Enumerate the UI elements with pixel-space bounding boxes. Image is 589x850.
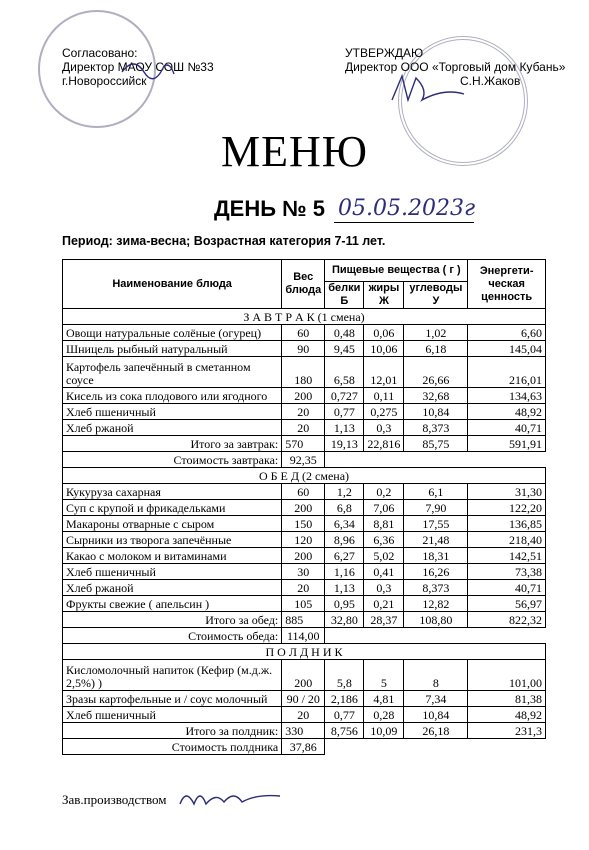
total-protein: 8,756 xyxy=(325,723,364,739)
dish-fat: 8,81 xyxy=(364,516,404,532)
dish-fat: 12,01 xyxy=(364,357,404,388)
dish-weight: 105 xyxy=(282,596,325,612)
dish-row xyxy=(63,420,546,436)
cost-row xyxy=(63,739,546,755)
dish-energy: 122,20 xyxy=(468,500,546,516)
footer-production-chief: Зав.производством xyxy=(62,792,167,807)
menu-body xyxy=(63,309,546,755)
dish-weight: 200 xyxy=(282,388,325,404)
dish-energy: 56,97 xyxy=(468,596,546,612)
dish-weight: 90 xyxy=(282,341,325,357)
page-title: МЕНЮ xyxy=(221,127,368,176)
dish-protein: 1,13 xyxy=(325,580,364,596)
header-energy: Энергети- ческая ценность xyxy=(468,260,546,309)
dish-carbs: 16,26 xyxy=(404,564,468,580)
header-protein: белки Б xyxy=(325,282,364,309)
dish-fat: 6,36 xyxy=(364,532,404,548)
section-title: П О Л Д Н И К xyxy=(63,644,546,660)
total-weight: 330 xyxy=(282,723,325,739)
menu-table xyxy=(62,259,546,755)
dish-name: Хлеб пшеничный xyxy=(63,564,282,580)
dish-energy: 134,63 xyxy=(468,388,546,404)
dish-fat: 0,3 xyxy=(364,420,404,436)
header-dish-name: Наименование блюда xyxy=(63,260,282,309)
dish-energy: 48,92 xyxy=(468,404,546,420)
agreed-city: г.Новороссийск xyxy=(62,74,147,88)
dish-name: Суп с крупой и фрикадельками xyxy=(63,500,282,516)
cost-value: 37,86 xyxy=(282,739,325,755)
dish-carbs: 6,1 xyxy=(404,484,468,500)
dish-protein: 0,48 xyxy=(325,325,364,341)
agreed-line: Согласовано: xyxy=(62,46,138,60)
total-weight: 570 xyxy=(282,436,325,452)
total-fat: 10,09 xyxy=(364,723,404,739)
dish-protein: 0,77 xyxy=(325,707,364,723)
cost-row xyxy=(63,628,546,644)
total-carbs: 85,75 xyxy=(404,436,468,452)
dish-row xyxy=(63,325,546,341)
dish-protein: 6,34 xyxy=(325,516,364,532)
dish-carbs: 6,18 xyxy=(404,341,468,357)
header-carbs: углеводы У xyxy=(404,282,468,309)
dish-name: Сырники из творога запечённые xyxy=(63,532,282,548)
total-carbs: 108,80 xyxy=(404,612,468,628)
dish-row xyxy=(63,357,546,388)
dish-fat: 0,06 xyxy=(364,325,404,341)
dish-carbs: 8,373 xyxy=(404,580,468,596)
dish-carbs: 26,66 xyxy=(404,357,468,388)
dish-weight: 150 xyxy=(282,516,325,532)
dish-fat: 10,06 xyxy=(364,341,404,357)
dish-fat: 0,41 xyxy=(364,564,404,580)
dish-fat: 4,81 xyxy=(364,691,404,707)
dish-protein: 6,27 xyxy=(325,548,364,564)
dish-row xyxy=(63,707,546,723)
dish-protein: 6,8 xyxy=(325,500,364,516)
dish-fat: 0,275 xyxy=(364,404,404,420)
dish-protein: 9,45 xyxy=(325,341,364,357)
dish-weight: 20 xyxy=(282,420,325,436)
dish-weight: 90 / 20 xyxy=(282,691,325,707)
dish-carbs: 10,84 xyxy=(404,404,468,420)
dish-row xyxy=(63,516,546,532)
cost-row xyxy=(63,452,546,468)
cost-value: 114,00 xyxy=(282,628,325,644)
dish-weight: 60 xyxy=(282,325,325,341)
total-row xyxy=(63,436,546,452)
dish-weight: 120 xyxy=(282,532,325,548)
approved-director: Директор ООО «Торговый дом Кубань» xyxy=(345,60,566,74)
total-label: Итого за полдник: xyxy=(63,723,282,739)
dish-protein: 1,13 xyxy=(325,420,364,436)
dish-name: Овощи натуральные солёные (огурец) xyxy=(63,325,282,341)
dish-row xyxy=(63,691,546,707)
dish-row xyxy=(63,500,546,516)
dish-fat: 5,02 xyxy=(364,548,404,564)
dish-carbs: 7,90 xyxy=(404,500,468,516)
dish-row xyxy=(63,341,546,357)
dish-name: Какао с молоком и витаминами xyxy=(63,548,282,564)
cost-label: Стоимость обеда: xyxy=(63,628,282,644)
dish-row xyxy=(63,580,546,596)
dish-protein: 0,77 xyxy=(325,404,364,420)
dish-row xyxy=(63,660,546,691)
day-date-handwritten: 05.05.2023г xyxy=(338,196,476,221)
dish-carbs: 32,68 xyxy=(404,388,468,404)
dish-weight: 20 xyxy=(282,404,325,420)
total-weight: 885 xyxy=(282,612,325,628)
dish-name: Кисломолочный напиток (Кефир (м.д.ж. 2,5%) ) xyxy=(63,660,282,691)
section-header-row xyxy=(63,468,546,484)
dish-name: Хлеб пшеничный xyxy=(63,707,282,723)
section-title: О Б Е Д (2 смена) xyxy=(63,468,546,484)
dish-weight: 60 xyxy=(282,484,325,500)
dish-energy: 6,60 xyxy=(468,325,546,341)
cost-value: 92,35 xyxy=(282,452,325,468)
agreed-director: Директор МАОУ СОШ №33 xyxy=(62,60,214,74)
cost-empty xyxy=(325,452,546,468)
total-row xyxy=(63,723,546,739)
header-nutrients: Пищевые вещества ( г ) xyxy=(325,260,468,282)
total-energy: 822,32 xyxy=(468,612,546,628)
total-fat: 28,37 xyxy=(364,612,404,628)
dish-name: Шницель рыбный натуральный xyxy=(63,341,282,357)
dish-carbs: 10,84 xyxy=(404,707,468,723)
dish-carbs: 8 xyxy=(404,660,468,691)
dish-energy: 81,38 xyxy=(468,691,546,707)
dish-protein: 5,8 xyxy=(325,660,364,691)
dish-energy: 31,30 xyxy=(468,484,546,500)
dish-name: Зразы картофельные и / соус молочный xyxy=(63,691,282,707)
dish-name: Хлеб пшеничный xyxy=(63,404,282,420)
day-number: ДЕНЬ № 5 xyxy=(214,196,326,221)
dish-carbs: 12,82 xyxy=(404,596,468,612)
cost-empty xyxy=(325,628,546,644)
section-header-row xyxy=(63,644,546,660)
total-fat: 22,816 xyxy=(364,436,404,452)
dish-energy: 145,04 xyxy=(468,341,546,357)
dish-name: Картофель запечённый в сметанном соусе xyxy=(63,357,282,388)
dish-energy: 40,71 xyxy=(468,580,546,596)
dish-protein: 1,2 xyxy=(325,484,364,500)
dish-energy: 73,38 xyxy=(468,564,546,580)
dish-protein: 6,58 xyxy=(325,357,364,388)
dish-name: Хлеб ржаной xyxy=(63,420,282,436)
header-fat: жиры Ж xyxy=(364,282,404,309)
dish-row xyxy=(63,564,546,580)
dish-name: Фрукты свежие ( апельсин ) xyxy=(63,596,282,612)
dish-name: Кисель из сока плодового или ягодного xyxy=(63,388,282,404)
total-energy: 591,91 xyxy=(468,436,546,452)
dish-weight: 20 xyxy=(282,580,325,596)
section-title: З А В Т Р А К (1 смена) xyxy=(63,309,546,325)
dish-weight: 200 xyxy=(282,548,325,564)
dish-fat: 0,2 xyxy=(364,484,404,500)
cost-label: Стоимость завтрака: xyxy=(63,452,282,468)
dish-fat: 0,28 xyxy=(364,707,404,723)
date-underline xyxy=(334,222,474,223)
total-label: Итого за завтрак: xyxy=(63,436,282,452)
dish-row xyxy=(63,548,546,564)
approved-signature xyxy=(388,70,468,110)
cost-label: Стоимость полдника xyxy=(63,739,282,755)
dish-protein: 8,96 xyxy=(325,532,364,548)
dish-carbs: 18,31 xyxy=(404,548,468,564)
dish-carbs: 7,34 xyxy=(404,691,468,707)
dish-row xyxy=(63,388,546,404)
section-header-row xyxy=(63,309,546,325)
dish-fat: 0,11 xyxy=(364,388,404,404)
dish-row xyxy=(63,404,546,420)
total-energy: 231,3 xyxy=(468,723,546,739)
approved-title: УТВЕРЖДАЮ xyxy=(345,46,424,60)
dish-energy: 101,00 xyxy=(468,660,546,691)
dish-protein: 0,727 xyxy=(325,388,364,404)
dish-energy: 48,92 xyxy=(468,707,546,723)
dish-energy: 216,01 xyxy=(468,357,546,388)
dish-protein: 2,186 xyxy=(325,691,364,707)
dish-energy: 136,85 xyxy=(468,516,546,532)
dish-energy: 142,51 xyxy=(468,548,546,564)
footer-signature xyxy=(176,784,286,812)
dish-name: Кукуруза сахарная xyxy=(63,484,282,500)
dish-carbs: 17,55 xyxy=(404,516,468,532)
dish-name: Хлеб ржаной xyxy=(63,580,282,596)
dish-carbs: 8,373 xyxy=(404,420,468,436)
dish-weight: 200 xyxy=(282,500,325,516)
dish-row xyxy=(63,484,546,500)
total-protein: 19,13 xyxy=(325,436,364,452)
dish-protein: 0,95 xyxy=(325,596,364,612)
dish-energy: 40,71 xyxy=(468,420,546,436)
dish-weight: 180 xyxy=(282,357,325,388)
dish-row xyxy=(63,532,546,548)
dish-carbs: 1,02 xyxy=(404,325,468,341)
dish-fat: 7,06 xyxy=(364,500,404,516)
dish-carbs: 21,48 xyxy=(404,532,468,548)
dish-energy: 218,40 xyxy=(468,532,546,548)
dish-weight: 30 xyxy=(282,564,325,580)
approved-name: С.Н.Жаков xyxy=(460,74,521,88)
dish-fat: 0,21 xyxy=(364,596,404,612)
dish-weight: 20 xyxy=(282,707,325,723)
total-carbs: 26,18 xyxy=(404,723,468,739)
header-weight: Вес блюда xyxy=(282,260,325,309)
agreed-signature xyxy=(118,52,178,86)
dish-name: Макароны отварные с сыром xyxy=(63,516,282,532)
period-line: Период: зима-весна; Возрастная категория 7-11 лет. xyxy=(62,234,386,248)
cost-empty xyxy=(325,739,546,755)
total-row xyxy=(63,612,546,628)
total-protein: 32,80 xyxy=(325,612,364,628)
dish-weight: 200 xyxy=(282,660,325,691)
dish-fat: 5 xyxy=(364,660,404,691)
total-label: Итого за обед: xyxy=(63,612,282,628)
dish-row xyxy=(63,596,546,612)
dish-protein: 1,16 xyxy=(325,564,364,580)
dish-fat: 0,3 xyxy=(364,580,404,596)
